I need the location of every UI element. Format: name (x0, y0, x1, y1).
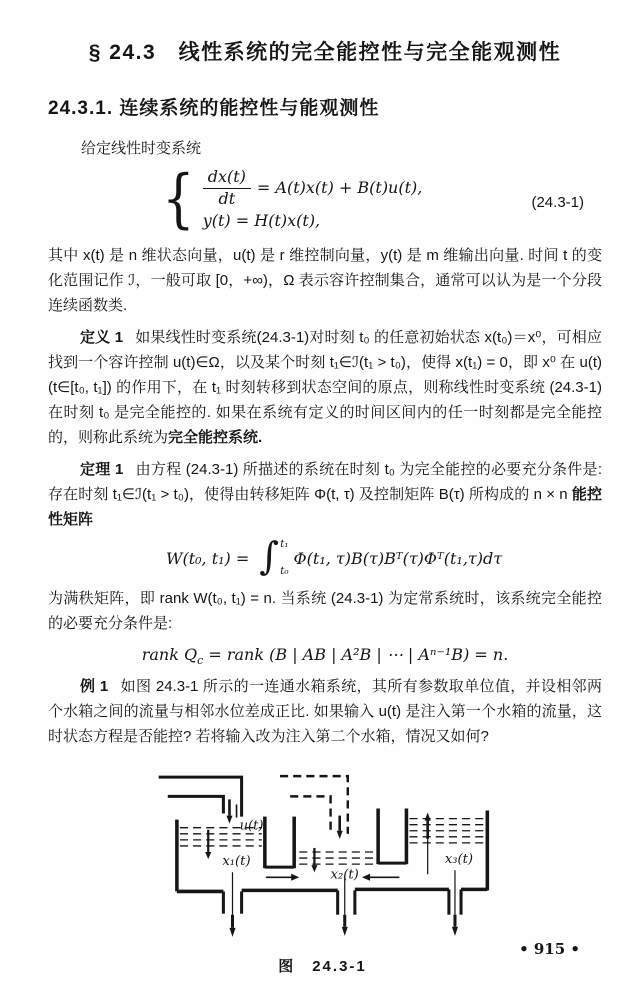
label-x2: x₂(t) (330, 867, 359, 883)
tank3-water-level (409, 819, 485, 843)
drain2-arrowhead (342, 927, 348, 936)
tank1-arrowhead (205, 852, 211, 859)
equation-line-2-text: y(t) = H(t)x(t), (202, 210, 321, 230)
theorem-1-lead: 定理 1 (80, 461, 124, 478)
inflow-pipe-tank1 (159, 777, 242, 817)
page-content (48, 0, 602, 976)
controllability-gramian-equation (166, 534, 602, 579)
fraction-numerator: dx(t) (203, 168, 251, 188)
drain3-arrowhead (452, 927, 458, 936)
rank-condition-equation (48, 645, 602, 667)
theorem-1 (48, 457, 602, 532)
equation-line-1-rhs: = A(t)x(t) + B(t)u(t), (256, 178, 423, 198)
definition-1-lead: 定义 1 (80, 329, 124, 346)
figure-24-3-1 (150, 763, 495, 976)
tank3-up-arrowhead (425, 813, 431, 821)
fraction-denominator: dt (218, 188, 236, 208)
tank2-water-level (299, 852, 375, 864)
rank-subscript: c (197, 654, 204, 667)
dashed-pipe-arrowhead (337, 831, 343, 839)
example-1-lead: 例 1 (80, 678, 109, 695)
intro-line: 给定线性时变系统 (81, 140, 202, 157)
page-number: • 915 • (519, 940, 580, 958)
rank-post: = rank (B | AB | A²B | ⋯ | Aⁿ⁻¹B) = n. (203, 645, 509, 664)
integral-sign: ∫ (259, 534, 280, 578)
definition-1-bold-term: 完全能控系统. (168, 429, 263, 446)
derivative-fraction (203, 168, 251, 208)
equation-line-2 (203, 211, 423, 230)
equation-line-1 (203, 168, 423, 208)
flow-arrow-2-head (362, 874, 370, 881)
water-tank-diagram (150, 763, 495, 943)
theorem-1-text: 由方程 (24.3-1) 所描述的系统在时刻 t₀ 为完全能控的必要充分条件是: 存在时刻 t₁∈ℐ(t₁ > t₀)，使得由转移矩阵 Φ(t, τ) 及控制矩阵 B(τ) 所构成的 n × n (48, 461, 602, 503)
gramian-integrand: Φ(t₁, τ)B(τ)Bᵀ(τ)Φᵀ(t₁,τ)dτ (293, 548, 503, 568)
subsection-title: 24.3.1. 连续系统的能控性与能观测性 (48, 98, 380, 119)
definition-1-text: 如果线性时变系统(24.3-1)对时刻 t₀ 的任意初始状态 x(t₀)＝x⁰，可相应找到一个容许控制 u(t)∈Ω，以及某个时刻 t₁∈ℐ(t₁ > t₀)，使得 x(t₁) = 0，即 x⁰ 在 u(t)(t∈[t₀, t₁]) 的作用下，在 t₁ 时刻转移到状态空间的原点，则称线性时变系统 (24.3-1) 在时刻 t₀ 是完全能控的. 如果在系统有定义的时间区间内的任一时刻都是完全能控的，则称此系统为 (48, 329, 602, 446)
section-title: § 24.3 线性系统的完全能控性与完全能观测性 (88, 41, 562, 64)
equation-lines (203, 168, 423, 230)
integral-limits (280, 537, 288, 579)
definition-1 (48, 325, 602, 450)
example-1 (48, 674, 602, 749)
paragraph-system-description: 其中 x(t) 是 n 维状态向量，u(t) 是 r 维控制向量，y(t) 是 m 维输出向量. 时间 t 的变化范围记作 ℐ，一般可取 [0，+∞)，Ω 表示容许控制集合，通常可以认为是一个分段连续函数类. (48, 247, 602, 314)
tank2-divider-walls (378, 809, 406, 865)
figure-caption: 图 24.3-1 (278, 958, 367, 975)
left-brace: { (162, 162, 195, 236)
label-u: u(t) (239, 818, 264, 834)
integral-upper-limit: t₁ (280, 538, 289, 550)
integral-lower-limit: t₀ (280, 565, 289, 577)
flow-arrow-1-head (291, 874, 299, 881)
equation-system-24-3-1 (158, 162, 602, 236)
drain1-arrowhead (229, 928, 235, 937)
rank-pre: rank Q (141, 645, 198, 664)
tank2-arrowhead (311, 865, 317, 872)
theorem-1-bold-term: 能控性矩阵 (48, 486, 602, 528)
bottom-channel (177, 889, 487, 914)
example-1-text: 如图 24.3-1 所示的一连通水箱系统，其所有参数取单位值，并设相邻两个水箱之间的流量与相邻水位差成正比. 如果输入 u(t) 是注入第一个水箱的流量，这时状态方程是否能控? 若将输入改为注入第二个水箱，情况又如何? (48, 678, 603, 745)
inflow-arrowhead (226, 816, 232, 824)
gramian-lhs: W(t₀, t₁) = (166, 548, 250, 568)
paragraph-rank-condition: 为满秩矩阵，即 rank W(t₀, t₁) = n. 当系统 (24.3-1) 为定常系统时，该系统完全能控的必要充分条件是: (48, 590, 602, 632)
equation-number: (24.3-1) (531, 194, 584, 211)
dashed-inflow-pipe-tank2 (280, 776, 348, 834)
label-x3: x₃(t) (444, 852, 474, 868)
label-x1: x₁(t) (222, 854, 251, 870)
